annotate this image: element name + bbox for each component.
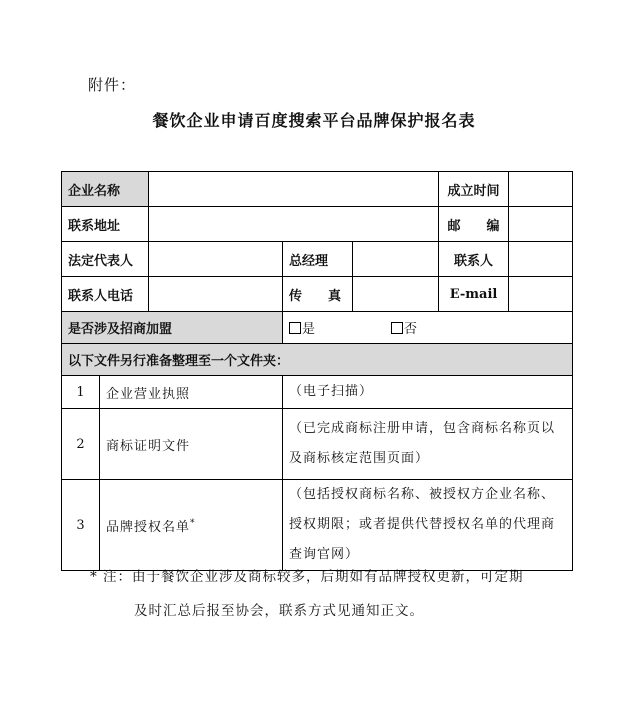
- attachment-label: 附件：: [88, 76, 137, 94]
- option-yes-label: 是: [302, 322, 316, 337]
- postcode-label: 邮 编: [439, 207, 509, 242]
- contact-phone-field[interactable]: [149, 277, 283, 312]
- established-date-field[interactable]: [509, 172, 573, 207]
- files-header: 以下文件另行准备整理至一个文件夹：: [62, 344, 573, 376]
- document-number: 3: [62, 480, 100, 571]
- document-row: [62, 480, 573, 571]
- email-label: E-mail: [439, 277, 509, 312]
- legal-representative-field[interactable]: [149, 242, 283, 277]
- document-description: （已完成商标注册申请，包含商标名称页以及商标核定范围页面）: [283, 409, 573, 480]
- document-name-text: 商标证明文件: [106, 438, 191, 454]
- row-franchise: [62, 312, 573, 344]
- document-name: [100, 409, 283, 480]
- established-date-label: 成立时间: [439, 172, 509, 207]
- row-address: [62, 207, 573, 242]
- general-manager-field[interactable]: [353, 242, 439, 277]
- legal-representative-label: 法定代表人: [62, 242, 149, 277]
- document-name-text: 企业营业执照: [106, 386, 191, 402]
- row-files-header: [62, 344, 573, 376]
- option-no-label: 否: [404, 322, 418, 337]
- general-manager-label: 总经理: [283, 242, 353, 277]
- option-yes[interactable]: [289, 322, 315, 337]
- fax-field[interactable]: [353, 277, 439, 312]
- form-title: 餐饮企业申请百度搜索平台品牌保护报名表: [152, 111, 476, 130]
- address-label: 联系地址: [62, 207, 149, 242]
- contact-person-label: 联系人: [439, 242, 509, 277]
- contact-phone-label: 联系人电话: [62, 277, 149, 312]
- franchise-options: [283, 312, 573, 344]
- document-number: 1: [62, 376, 100, 409]
- row-contact-phone: [62, 277, 573, 312]
- document-name: [100, 376, 283, 409]
- footnote-line-2: 及时汇总后报至协会，联系方式见通知正文。: [134, 603, 424, 619]
- document-name: [100, 480, 283, 571]
- company-name-field[interactable]: [149, 172, 439, 207]
- document-row: [62, 376, 573, 409]
- document-description: （包括授权商标名称、被授权方企业名称、授权期限；或者提供代替授权名单的代理商查询官网）: [283, 480, 573, 571]
- asterisk-mark: *: [190, 518, 196, 529]
- row-legal-rep: [62, 242, 573, 277]
- checkbox-yes[interactable]: [289, 322, 301, 334]
- fax-label: 传 真: [283, 277, 353, 312]
- row-company: [62, 172, 573, 207]
- footnote-line-1: * 注：由于餐饮企业涉及商标较多，后期如有品牌授权更新，可定期: [90, 569, 524, 585]
- document-row: [62, 409, 573, 480]
- checkbox-no[interactable]: [391, 322, 403, 334]
- document-name-text: 品牌授权名单: [106, 519, 191, 535]
- email-field[interactable]: [509, 277, 573, 312]
- address-field[interactable]: [149, 207, 439, 242]
- franchise-question-label: 是否涉及招商加盟: [62, 312, 283, 344]
- document-description: （电子扫描）: [283, 376, 573, 409]
- postcode-field[interactable]: [509, 207, 573, 242]
- option-no[interactable]: [391, 322, 417, 337]
- document-number: 2: [62, 409, 100, 480]
- contact-person-field[interactable]: [509, 242, 573, 277]
- company-name-label: 企业名称: [62, 172, 149, 207]
- registration-form-table: [61, 171, 573, 571]
- footnote: [90, 560, 570, 628]
